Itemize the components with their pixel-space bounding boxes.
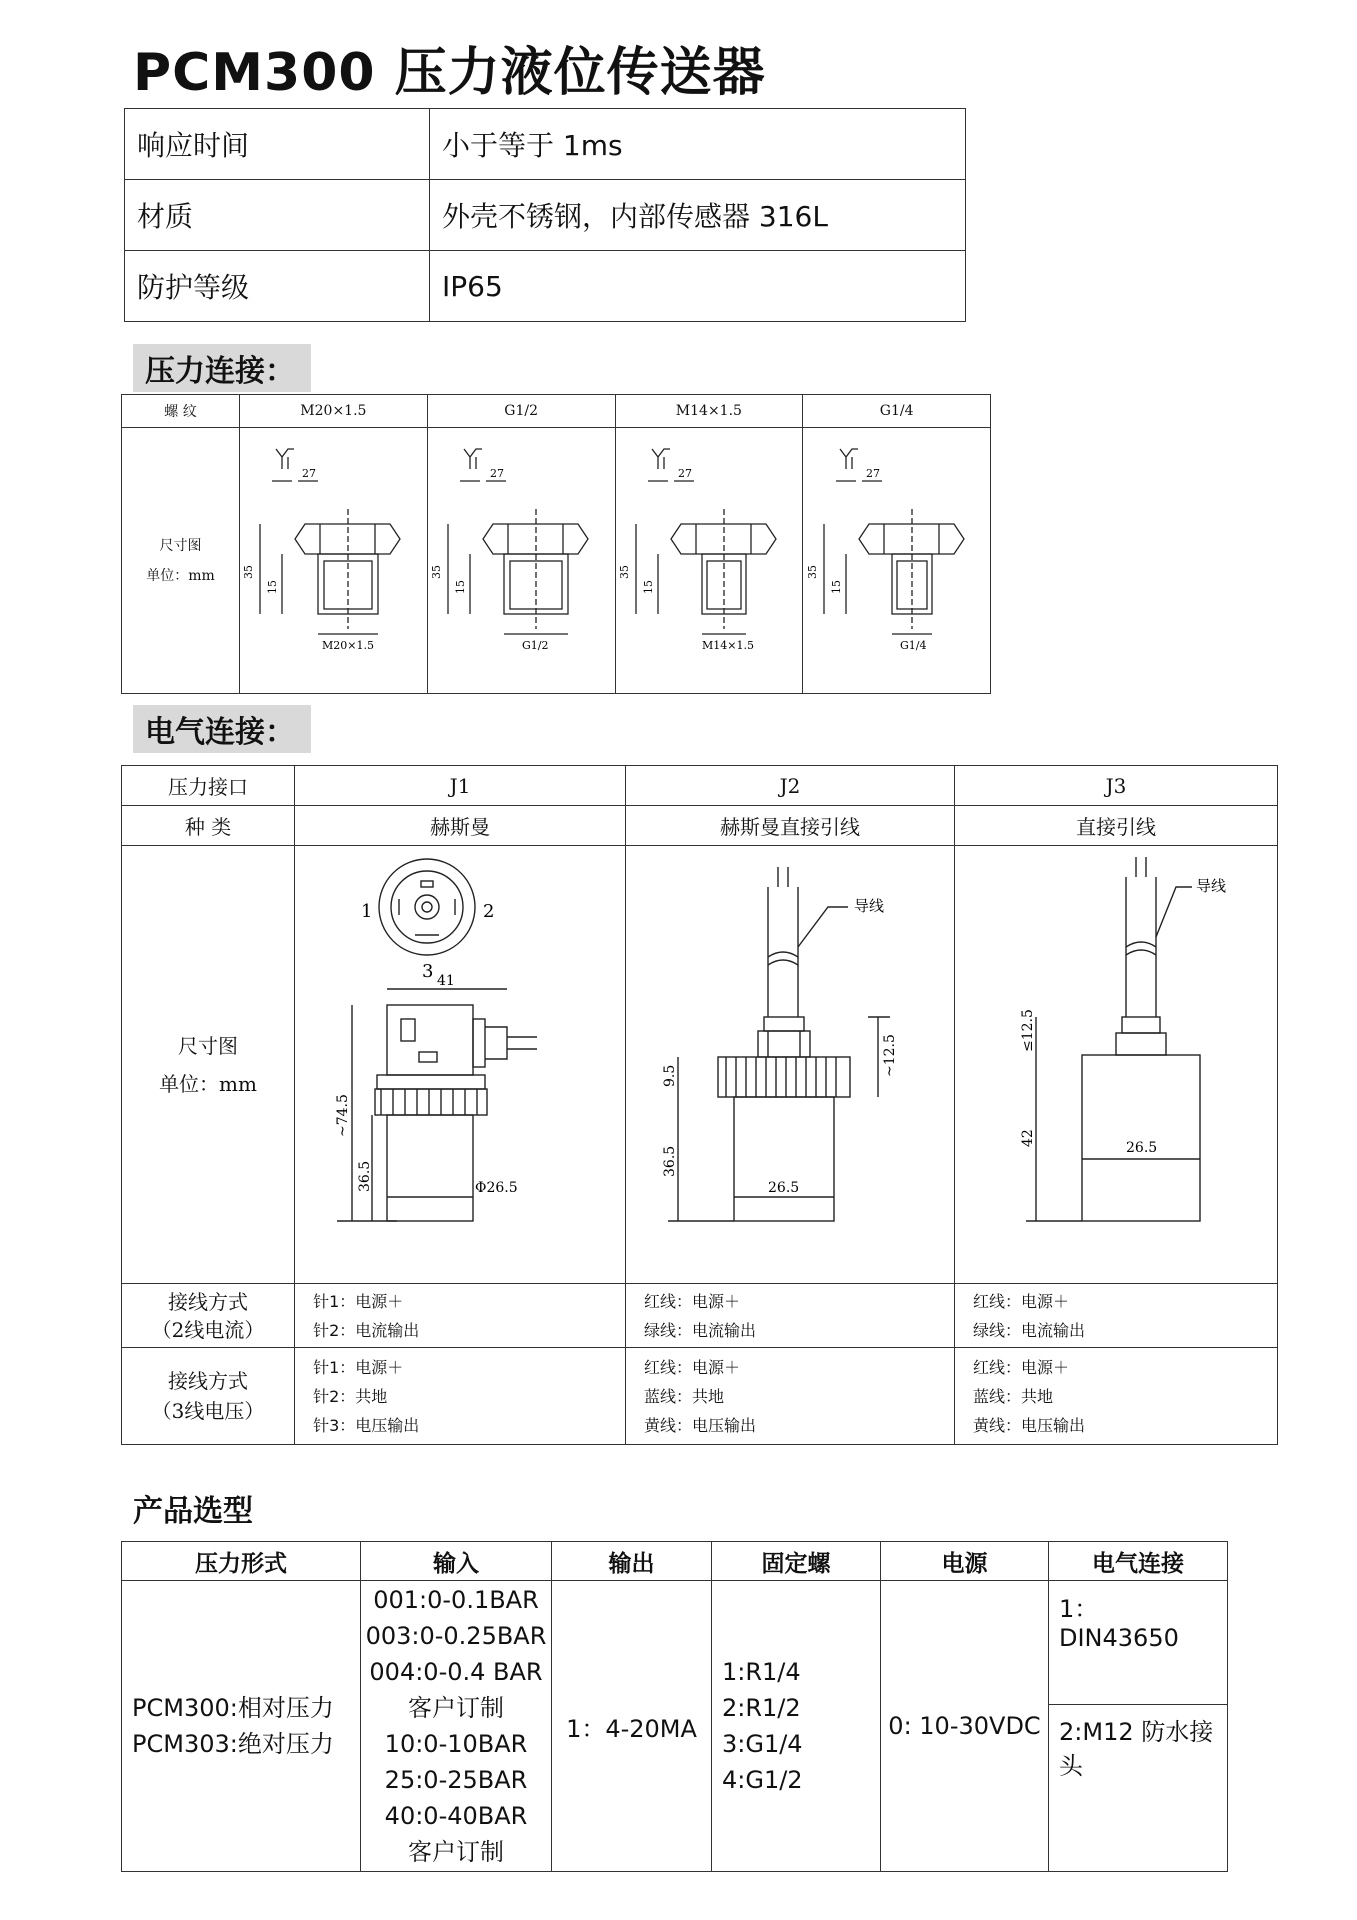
table-row bbox=[122, 806, 1278, 846]
table-row bbox=[125, 251, 966, 322]
dim-label: 35 bbox=[805, 564, 819, 579]
j1-drawing bbox=[297, 847, 623, 1277]
table-row bbox=[122, 766, 1278, 806]
wiring-line: 绿线：电流输出 bbox=[973, 1320, 1086, 1340]
input-option: 40:0-40BAR bbox=[384, 1802, 528, 1830]
thread-option: 3:G1/4 bbox=[722, 1730, 803, 1758]
wiring-line: 红线：电源＋ bbox=[644, 1357, 741, 1377]
table-row bbox=[125, 180, 966, 251]
table-row bbox=[122, 395, 991, 428]
fitting-drawing bbox=[804, 429, 990, 689]
dim-label: M20×1.5 bbox=[322, 638, 375, 652]
dimension-label: 尺寸图 bbox=[178, 1033, 239, 1058]
thread-header: M14×1.5 bbox=[615, 395, 803, 428]
j1-drawing-cell bbox=[295, 846, 626, 1284]
thread-header: G1/2 bbox=[427, 395, 615, 428]
thread-header: M20×1.5 bbox=[240, 395, 428, 428]
thread-option: 1:R1/4 bbox=[722, 1658, 801, 1686]
pin-label: 2 bbox=[483, 901, 495, 922]
thread-header: G1/4 bbox=[803, 395, 991, 428]
connector-type: 赫斯曼 bbox=[295, 806, 626, 846]
column-header: 电源 bbox=[881, 1542, 1049, 1581]
table-row bbox=[125, 109, 966, 180]
row-header: （2线电流） bbox=[151, 1317, 265, 1342]
column-header: 输入 bbox=[361, 1542, 552, 1581]
j3-drawing-cell bbox=[955, 846, 1278, 1284]
connector-type: 赫斯曼直接引线 bbox=[626, 806, 955, 846]
dim-label: 导线 bbox=[1196, 877, 1227, 895]
input-option: 003:0-0.25BAR bbox=[365, 1622, 547, 1650]
dim-label: 9.5 bbox=[662, 1064, 679, 1087]
electrical-section-heading: 电气连接： bbox=[133, 705, 311, 753]
dim-label: ~12.5 bbox=[882, 1034, 899, 1077]
fitting-drawing bbox=[428, 429, 614, 689]
column-header: 压力形式 bbox=[122, 1542, 361, 1581]
dim-label: 导线 bbox=[854, 897, 885, 915]
output-option: 1：4-20MA bbox=[552, 1581, 712, 1872]
wiring-line: 绿线：电流输出 bbox=[644, 1320, 757, 1340]
unit-label: 单位：mm bbox=[146, 567, 215, 584]
selection-heading: 产品选型 bbox=[133, 1494, 253, 1529]
row-header: 种 类 bbox=[122, 806, 295, 846]
wiring-line: 针1：电源＋ bbox=[313, 1291, 404, 1311]
pin-label: 1 bbox=[361, 901, 373, 922]
dim-label: 27 bbox=[302, 466, 317, 480]
wiring-line: 针1：电源＋ bbox=[313, 1357, 404, 1377]
dim-label: Φ26.5 bbox=[475, 1180, 518, 1196]
column-header: 输出 bbox=[552, 1542, 712, 1581]
pressure-form: PCM300:相对压力 bbox=[132, 1694, 334, 1722]
electrical-connection-table bbox=[121, 765, 1278, 1445]
dim-label: 27 bbox=[490, 466, 505, 480]
pressure-form: PCM303:绝对压力 bbox=[132, 1730, 334, 1758]
dim-label: 36.5 bbox=[357, 1160, 374, 1192]
page-title: PCM300 压力液位传送器 bbox=[133, 43, 766, 103]
wiring-line: 红线：电源＋ bbox=[973, 1357, 1070, 1377]
dim-label: 41 bbox=[437, 973, 455, 989]
j2-drawing-cell bbox=[626, 846, 955, 1284]
port-label: J2 bbox=[626, 766, 955, 806]
table-row bbox=[122, 1284, 1278, 1348]
table-row bbox=[122, 1581, 1228, 1872]
dim-label: 26.5 bbox=[768, 1180, 800, 1196]
spec-table bbox=[124, 108, 966, 322]
selection-table bbox=[121, 1541, 1228, 1872]
thread-drawing-cell bbox=[427, 428, 615, 694]
j2-drawing bbox=[628, 847, 952, 1277]
column-header: 电气连接 bbox=[1049, 1542, 1228, 1581]
port-label: J1 bbox=[295, 766, 626, 806]
row-header: 接线方式 bbox=[168, 1369, 249, 1393]
unit-label: 单位：mm bbox=[159, 1071, 257, 1096]
dim-label: 35 bbox=[617, 564, 631, 579]
table-row bbox=[122, 1542, 1228, 1581]
thread-option: 4:G1/2 bbox=[722, 1766, 803, 1794]
j3-drawing bbox=[956, 847, 1276, 1277]
wiring-line: 针3：电压输出 bbox=[313, 1415, 420, 1435]
connector-type: 直接引线 bbox=[955, 806, 1278, 846]
input-option: 004:0-0.4 BAR bbox=[369, 1658, 543, 1686]
row-header: （3线电压） bbox=[151, 1399, 265, 1423]
thread-drawing-cell bbox=[615, 428, 803, 694]
wiring-line: 针2：电流输出 bbox=[313, 1320, 420, 1340]
connection-option: 2:M12 防水接头 bbox=[1059, 1718, 1214, 1780]
input-option: 10:0-10BAR bbox=[384, 1730, 528, 1758]
dim-label: 27 bbox=[865, 466, 880, 480]
input-option: 25:0-25BAR bbox=[384, 1766, 528, 1794]
thread-drawing-cell bbox=[240, 428, 428, 694]
spec-value: 小于等于 1ms bbox=[430, 109, 966, 180]
dim-label: 26.5 bbox=[1126, 1140, 1158, 1156]
table-row bbox=[122, 846, 1278, 1284]
connection-option: 1：DIN43650 bbox=[1049, 1581, 1227, 1705]
dim-label: G1/4 bbox=[899, 638, 927, 652]
dim-label: 15 bbox=[454, 579, 468, 594]
input-option: 001:0-0.1BAR bbox=[373, 1586, 539, 1614]
column-header: 固定螺 bbox=[712, 1542, 881, 1581]
thread-option: 2:R1/2 bbox=[722, 1694, 801, 1722]
dim-label: ~74.5 bbox=[335, 1094, 352, 1137]
row-header: 压力接口 bbox=[122, 766, 295, 806]
pressure-section-heading: 压力连接： bbox=[133, 344, 311, 392]
port-label: J3 bbox=[955, 766, 1278, 806]
pressure-connection-table bbox=[121, 394, 991, 694]
wiring-line: 红线：电源＋ bbox=[644, 1291, 741, 1311]
thread-drawing-cell bbox=[803, 428, 991, 694]
spec-label: 防护等级 bbox=[125, 251, 430, 322]
power-option: 0: 10-30VDC bbox=[881, 1581, 1049, 1872]
wiring-line: 蓝线：共地 bbox=[973, 1386, 1054, 1406]
spec-label: 材质 bbox=[125, 180, 430, 251]
row-header: 接线方式 bbox=[168, 1289, 249, 1314]
dim-label: G1/2 bbox=[522, 638, 549, 652]
dim-label: ≤12.5 bbox=[1020, 1009, 1036, 1052]
dim-label: 27 bbox=[677, 466, 692, 480]
fitting-drawing bbox=[616, 429, 802, 689]
dim-label: 42 bbox=[1020, 1129, 1036, 1147]
wrench-icon bbox=[652, 449, 670, 469]
dim-label: 15 bbox=[829, 579, 843, 594]
fitting-drawing bbox=[240, 429, 426, 689]
spec-value: IP65 bbox=[430, 251, 966, 322]
dim-label: 35 bbox=[242, 564, 256, 579]
dimension-label: 尺寸图 bbox=[159, 537, 202, 554]
table-row bbox=[122, 428, 991, 694]
wrench-icon bbox=[464, 449, 482, 469]
spec-label: 响应时间 bbox=[125, 109, 430, 180]
wiring-line: 黄线：电压输出 bbox=[644, 1415, 757, 1435]
table-row bbox=[122, 1348, 1278, 1445]
dim-label: 15 bbox=[266, 579, 280, 594]
dim-label: 36.5 bbox=[662, 1145, 679, 1177]
wrench-icon bbox=[840, 449, 858, 469]
wiring-line: 针2：共地 bbox=[313, 1386, 388, 1406]
dim-label: M14×1.5 bbox=[701, 638, 754, 652]
thread-header-label: 螺 纹 bbox=[122, 395, 240, 428]
dim-label: 35 bbox=[430, 564, 444, 579]
wiring-line: 黄线：电压输出 bbox=[973, 1415, 1086, 1435]
wrench-icon bbox=[276, 449, 294, 469]
wiring-line: 蓝线：共地 bbox=[644, 1386, 725, 1406]
dim-label: 15 bbox=[641, 579, 655, 594]
wiring-line: 红线：电源＋ bbox=[973, 1291, 1070, 1311]
spec-value: 外壳不锈钢，内部传感器 316L bbox=[430, 180, 966, 251]
input-option: 客户订制 bbox=[408, 1838, 504, 1866]
pin-label: 3 bbox=[422, 961, 434, 982]
input-option: 客户订制 bbox=[408, 1694, 504, 1722]
